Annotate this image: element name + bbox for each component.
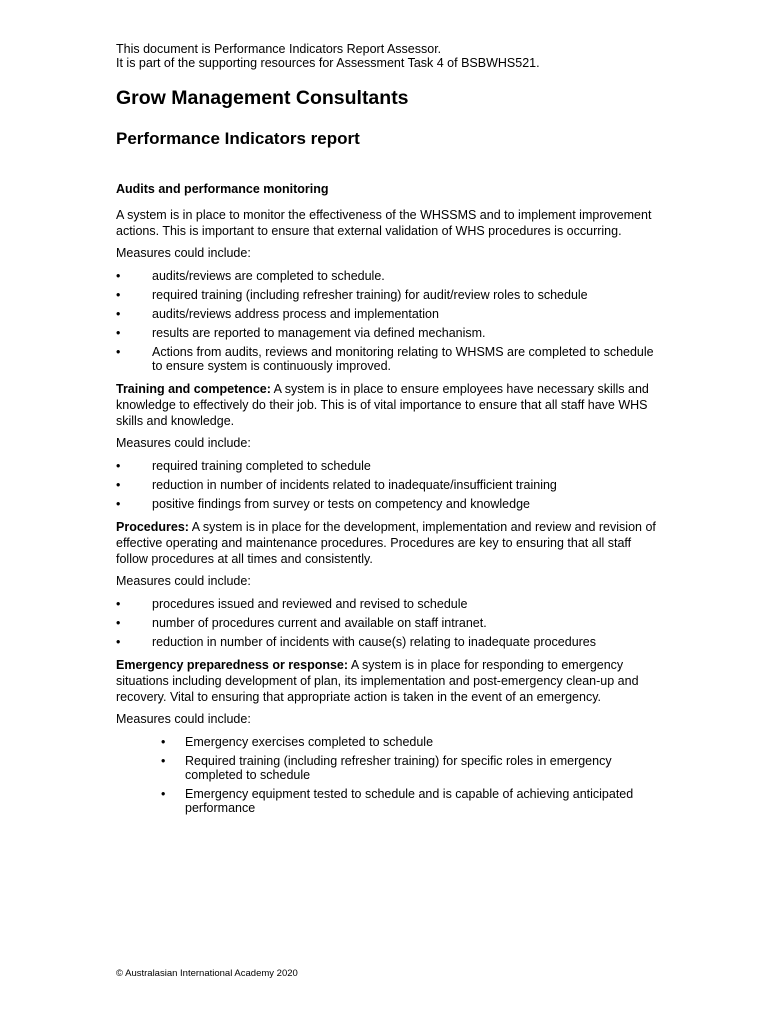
footer-copyright: © Australasian International Academy 2020: [116, 968, 298, 979]
section-emergency: [116, 657, 656, 815]
list-item-text: reduction in number of incidents with cause(s) relating to inadequate procedures: [152, 635, 597, 649]
list-item: [116, 345, 656, 373]
list-item-text: positive findings from survey or tests on competency and knowledge: [152, 497, 530, 511]
list-item-text: results are reported to management via defined mechanism.: [152, 326, 486, 340]
list-item-text: audits/reviews are completed to schedule.: [152, 269, 385, 283]
training-text: A system is in place to ensure employees have necessary skills and knowledge to effectively do their job. This is of vital importance to ensure that all staff have WHS skills and knowledge.: [116, 382, 649, 428]
list-item: [116, 269, 656, 283]
list-item: [116, 597, 656, 611]
bullet-icon: •: [116, 326, 121, 340]
emergency-heading: Emergency preparedness or response:: [116, 658, 349, 672]
list-item: [116, 787, 656, 815]
section-procedures: [116, 519, 656, 649]
list-item-text: Actions from audits, reviews and monitoring relating to WHSMS are completed to schedule to ensure system is continuously improved.: [152, 345, 654, 373]
bullet-icon: •: [116, 269, 121, 283]
list-item: [116, 288, 656, 302]
bullet-icon: •: [161, 754, 166, 768]
document-page: [116, 42, 656, 815]
list-item: [116, 459, 656, 473]
bullet-icon: •: [116, 459, 121, 473]
list-item-text: required training completed to schedule: [152, 459, 371, 473]
list-item: [116, 735, 656, 749]
emergency-measures-label: Measures could include:: [116, 712, 251, 726]
procedures-measures-label: Measures could include:: [116, 574, 251, 588]
bullet-icon: •: [116, 497, 121, 511]
bullet-icon: •: [116, 478, 121, 492]
list-item-text: reduction in number of incidents related to inadequate/insufficient training: [152, 478, 557, 492]
emergency-text-block: [116, 657, 656, 705]
audits-measures-label: Measures could include:: [116, 246, 251, 260]
bullet-icon: •: [116, 597, 121, 611]
list-item-text: procedures issued and reviewed and revised to schedule: [152, 597, 468, 611]
report-content: [116, 182, 656, 823]
procedures-text: A system is in place for the development, implementation and review and revision of effective operating and maintenance procedures. Procedures are key to ensuring that all staff follow procedures at all times and consistently.: [116, 520, 656, 566]
training-text-block: [116, 381, 656, 429]
list-item: [116, 754, 656, 782]
training-bullet-list: [116, 459, 656, 511]
bullet-icon: •: [116, 345, 121, 359]
bullet-icon: •: [116, 616, 121, 630]
intro-line-2: It is part of the supporting resources for Assessment Task 4 of BSBWHS521.: [116, 56, 540, 70]
training-measures-label: Measures could include:: [116, 436, 251, 450]
list-item: [116, 478, 656, 492]
audits-bullet-list: [116, 269, 656, 373]
list-item-text: Emergency equipment tested to schedule and is capable of achieving anticipated performance: [185, 787, 634, 815]
list-item-text: Required training (including refresher training) for specific roles in emergency completed to schedule: [185, 754, 612, 782]
intro-line-1: This document is Performance Indicators Report Assessor.: [116, 42, 442, 56]
procedures-heading: Procedures:: [116, 520, 189, 534]
procedures-bullet-list: [116, 597, 656, 649]
audits-text: A system is in place to monitor the effectiveness of the WHSSMS and to implement improvement actions. This is important to ensure that external validation of WHS procedures is occurring.: [116, 208, 652, 238]
training-heading: Training and competence:: [116, 382, 271, 396]
list-item-text: audits/reviews address process and implementation: [152, 307, 439, 321]
bullet-icon: •: [116, 307, 121, 321]
list-item-text: number of procedures current and available on staff intranet.: [152, 616, 487, 630]
procedures-text-block: [116, 519, 656, 567]
company-name: Grow Management Consultants: [116, 87, 409, 109]
bullet-icon: •: [161, 787, 166, 801]
bullet-icon: •: [116, 635, 121, 649]
list-item: [116, 307, 656, 321]
list-item: [116, 326, 656, 340]
list-item: [116, 635, 656, 649]
section-training: [116, 381, 656, 511]
list-item-text: Emergency exercises completed to schedule: [185, 735, 434, 749]
list-item: [116, 616, 656, 630]
bullet-icon: •: [161, 735, 166, 749]
emergency-text: A system is in place for responding to emergency situations including development of plan, its implementation and post-emergency clean-up and recovery. Vital to ensuring that appropriate action is taken in the event of an emergency.: [116, 658, 639, 704]
list-item: [116, 497, 656, 511]
report-title: Performance Indicators report: [116, 129, 360, 148]
list-item-text: required training (including refresher training) for audit/review roles to schedule: [152, 288, 588, 302]
emergency-bullet-list: [116, 735, 656, 815]
audits-heading: Audits and performance monitoring: [116, 182, 329, 196]
section-audits: [116, 182, 656, 373]
bullet-icon: •: [116, 288, 121, 302]
